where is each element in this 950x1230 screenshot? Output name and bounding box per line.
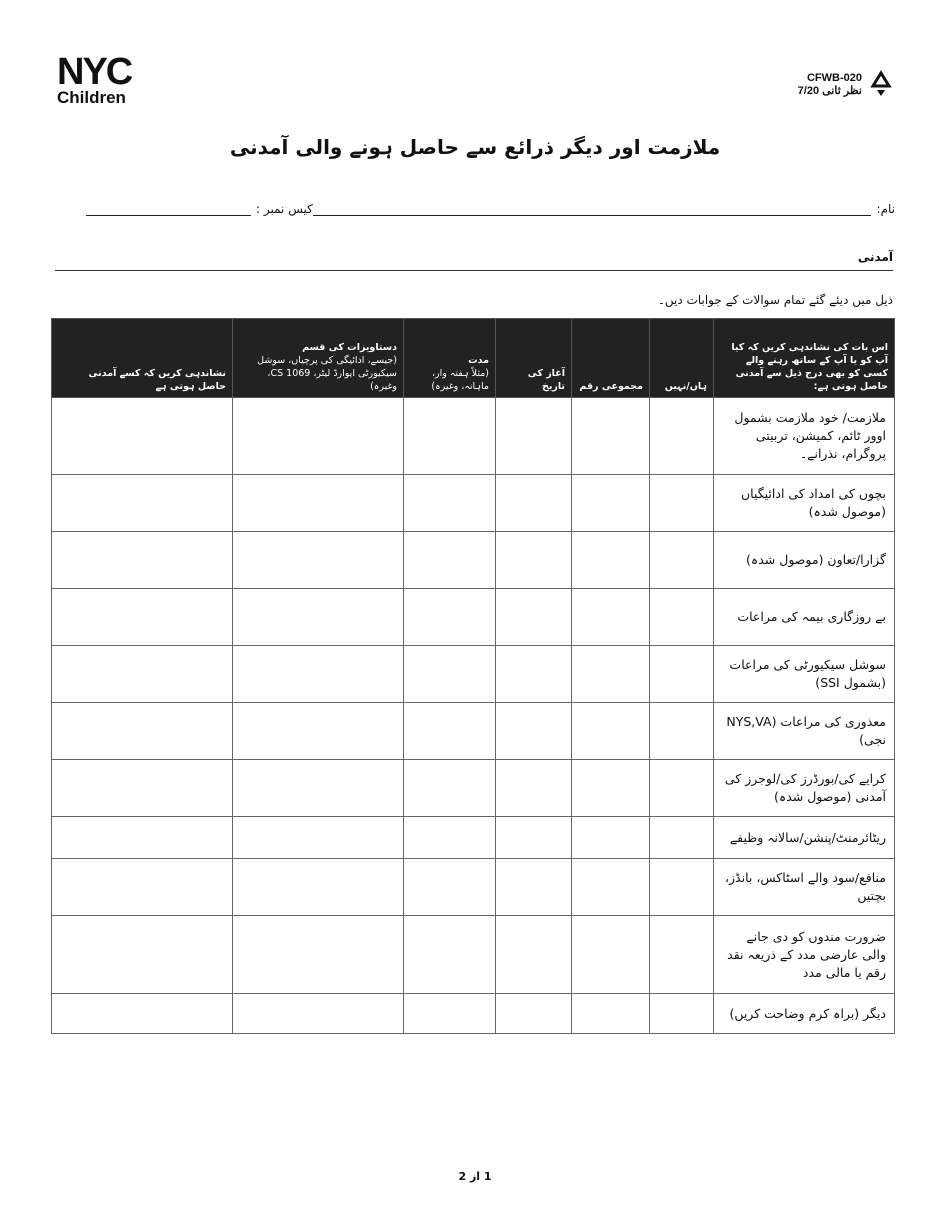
header-income-source: اس بات کی نشاندہی کریں کہ کیا آپ کو یا آپ کے ساتھ رہنے والے کسی کو بھی درج ذیل سے آمدنی حاصل ہوتی ہے: (714, 319, 895, 398)
table-row (52, 398, 895, 475)
case-number-label: کیس نمبر : (256, 202, 313, 216)
start-date-cell[interactable] (496, 589, 572, 646)
document-cell[interactable] (233, 817, 404, 859)
row-label: گزارا/تعاون (موصول شدہ) (714, 532, 895, 589)
total-cell[interactable] (572, 646, 650, 703)
yes-no-cell[interactable] (650, 760, 714, 817)
header-document-title: دستاویزات کی قسم (302, 342, 397, 353)
yes-no-cell[interactable] (650, 703, 714, 760)
recipient-cell[interactable] (52, 475, 233, 532)
recipient-cell[interactable] (52, 916, 233, 994)
nyc-children-logo (57, 51, 157, 107)
total-cell[interactable] (572, 994, 650, 1034)
duration-cell[interactable] (404, 703, 496, 760)
start-date-cell[interactable] (496, 916, 572, 994)
row-label: کرایے کی/بورڈرز کی/لوجرز کی آمدنی (موصول شدہ) (714, 760, 895, 817)
total-cell[interactable] (572, 703, 650, 760)
total-cell[interactable] (572, 532, 650, 589)
yes-no-cell[interactable] (650, 817, 714, 859)
yes-no-cell[interactable] (650, 646, 714, 703)
row-label: بچوں کی امداد کی ادائیگیاں (موصول شدہ) (714, 475, 895, 532)
recipient-cell[interactable] (52, 532, 233, 589)
table-row (52, 916, 895, 994)
yes-no-cell[interactable] (650, 475, 714, 532)
income-table (51, 318, 895, 1034)
recipient-cell[interactable] (52, 646, 233, 703)
start-date-cell[interactable] (496, 703, 572, 760)
start-date-cell[interactable] (496, 398, 572, 475)
row-label: ریٹائرمنٹ/پنشن/سالانہ وظیفے (714, 817, 895, 859)
duration-cell[interactable] (404, 994, 496, 1034)
case-number-field[interactable] (86, 203, 251, 216)
row-label: بے روزگاری بیمہ کی مراعات (714, 589, 895, 646)
recipient-cell[interactable] (52, 817, 233, 859)
duration-cell[interactable] (404, 760, 496, 817)
document-cell[interactable] (233, 646, 404, 703)
duration-cell[interactable] (404, 646, 496, 703)
yes-no-cell[interactable] (650, 532, 714, 589)
duration-cell[interactable] (404, 916, 496, 994)
total-cell[interactable] (572, 475, 650, 532)
yes-no-cell[interactable] (650, 916, 714, 994)
logo-nyc-text: NYC (57, 51, 132, 93)
header-total-amount: مجموعی رقم (572, 319, 650, 398)
header-start-date: آغاز کی تاریخ (496, 319, 572, 398)
document-cell[interactable] (233, 760, 404, 817)
document-cell[interactable] (233, 475, 404, 532)
total-cell[interactable] (572, 916, 650, 994)
table-row (52, 646, 895, 703)
duration-cell[interactable] (404, 859, 496, 916)
row-label: معذوری کی مراعات (NYS,VA نجی) (714, 703, 895, 760)
name-field[interactable] (313, 203, 871, 216)
start-date-cell[interactable] (496, 475, 572, 532)
header-recipient: نشاندہی کریں کہ کسے آمدنی حاصل ہوتی ہے (52, 319, 233, 398)
duration-cell[interactable] (404, 589, 496, 646)
row-label: دیگر (براہ کرم وضاحت کریں) (714, 994, 895, 1034)
name-label: نام: (876, 202, 895, 216)
header-duration (404, 319, 496, 398)
document-cell[interactable] (233, 532, 404, 589)
row-label: ملازمت/ خود ملازمت بشمول اوور ٹائم، کمیشن، تربیتی پروگرام، نذرانے۔ (714, 398, 895, 475)
header-yes-no: ہاں/نہیں (650, 319, 714, 398)
recipient-cell[interactable] (52, 994, 233, 1034)
document-cell[interactable] (233, 859, 404, 916)
yes-no-cell[interactable] (650, 589, 714, 646)
start-date-cell[interactable] (496, 760, 572, 817)
start-date-cell[interactable] (496, 817, 572, 859)
recipient-cell[interactable] (52, 589, 233, 646)
logo-children-text: Children (57, 88, 126, 107)
form-revision: نظر ثانی 7/20 (797, 85, 862, 97)
table-row (52, 817, 895, 859)
recipient-cell[interactable] (52, 703, 233, 760)
yes-no-cell[interactable] (650, 398, 714, 475)
section-title-income: آمدنی (857, 250, 893, 264)
start-date-cell[interactable] (496, 859, 572, 916)
section-divider (55, 270, 893, 271)
recipient-cell[interactable] (52, 398, 233, 475)
table-header-row (52, 319, 895, 398)
document-cell[interactable] (233, 703, 404, 760)
start-date-cell[interactable] (496, 646, 572, 703)
page-number: 1 از 2 (458, 1170, 492, 1183)
table-row (52, 994, 895, 1034)
table-row (52, 589, 895, 646)
header-document-sub: (جیسے، ادائیگی کی پرچیاں، سوشل سیکیورٹی ایوارڈ لیٹر، CS 1069، وغیرہ) (257, 355, 397, 392)
start-date-cell[interactable] (496, 532, 572, 589)
duration-cell[interactable] (404, 475, 496, 532)
row-label: ضرورت مندوں کو دی جانے والی عارضی مدد کے ذریعہ نقد رقم یا مالی مدد (714, 916, 895, 994)
total-cell[interactable] (572, 817, 650, 859)
form-id (798, 72, 862, 98)
row-label: منافع/سود والے اسٹاکس، بانڈز، بچتیں (714, 859, 895, 916)
table-row (52, 760, 895, 817)
form-code: CFWB-020 (806, 72, 862, 84)
total-cell[interactable] (572, 398, 650, 475)
header-duration-title: مدت (468, 355, 489, 366)
instruction-text: ذیل میں دیئے گئے تمام سوالات کے جوابات دیں۔ (657, 293, 893, 307)
row-label: سوشل سیکیورٹی کی مراعات (بشمول SSI) (714, 646, 895, 703)
document-cell[interactable] (233, 589, 404, 646)
duration-cell[interactable] (404, 817, 496, 859)
table-row (52, 859, 895, 916)
duration-cell[interactable] (404, 398, 496, 475)
document-cell[interactable] (233, 398, 404, 475)
duration-cell[interactable] (404, 532, 496, 589)
total-cell[interactable] (572, 859, 650, 916)
total-cell[interactable] (572, 589, 650, 646)
page-title: ملازمت اور دیگر ذرائع سے حاصل ہونے والی آمدنی (229, 135, 721, 159)
recipient-cell[interactable] (52, 859, 233, 916)
document-cell[interactable] (233, 916, 404, 994)
header-duration-sub: (مثلاً ہفتہ وار، ماہانہ، وغیرہ) (431, 368, 489, 392)
table-row (52, 475, 895, 532)
recycle-icon (867, 70, 895, 98)
table-row (52, 703, 895, 760)
document-cell[interactable] (233, 994, 404, 1034)
table-row (52, 532, 895, 589)
yes-no-cell[interactable] (650, 859, 714, 916)
yes-no-cell[interactable] (650, 994, 714, 1034)
recipient-cell[interactable] (52, 760, 233, 817)
header-document-type (233, 319, 404, 398)
start-date-cell[interactable] (496, 994, 572, 1034)
total-cell[interactable] (572, 760, 650, 817)
